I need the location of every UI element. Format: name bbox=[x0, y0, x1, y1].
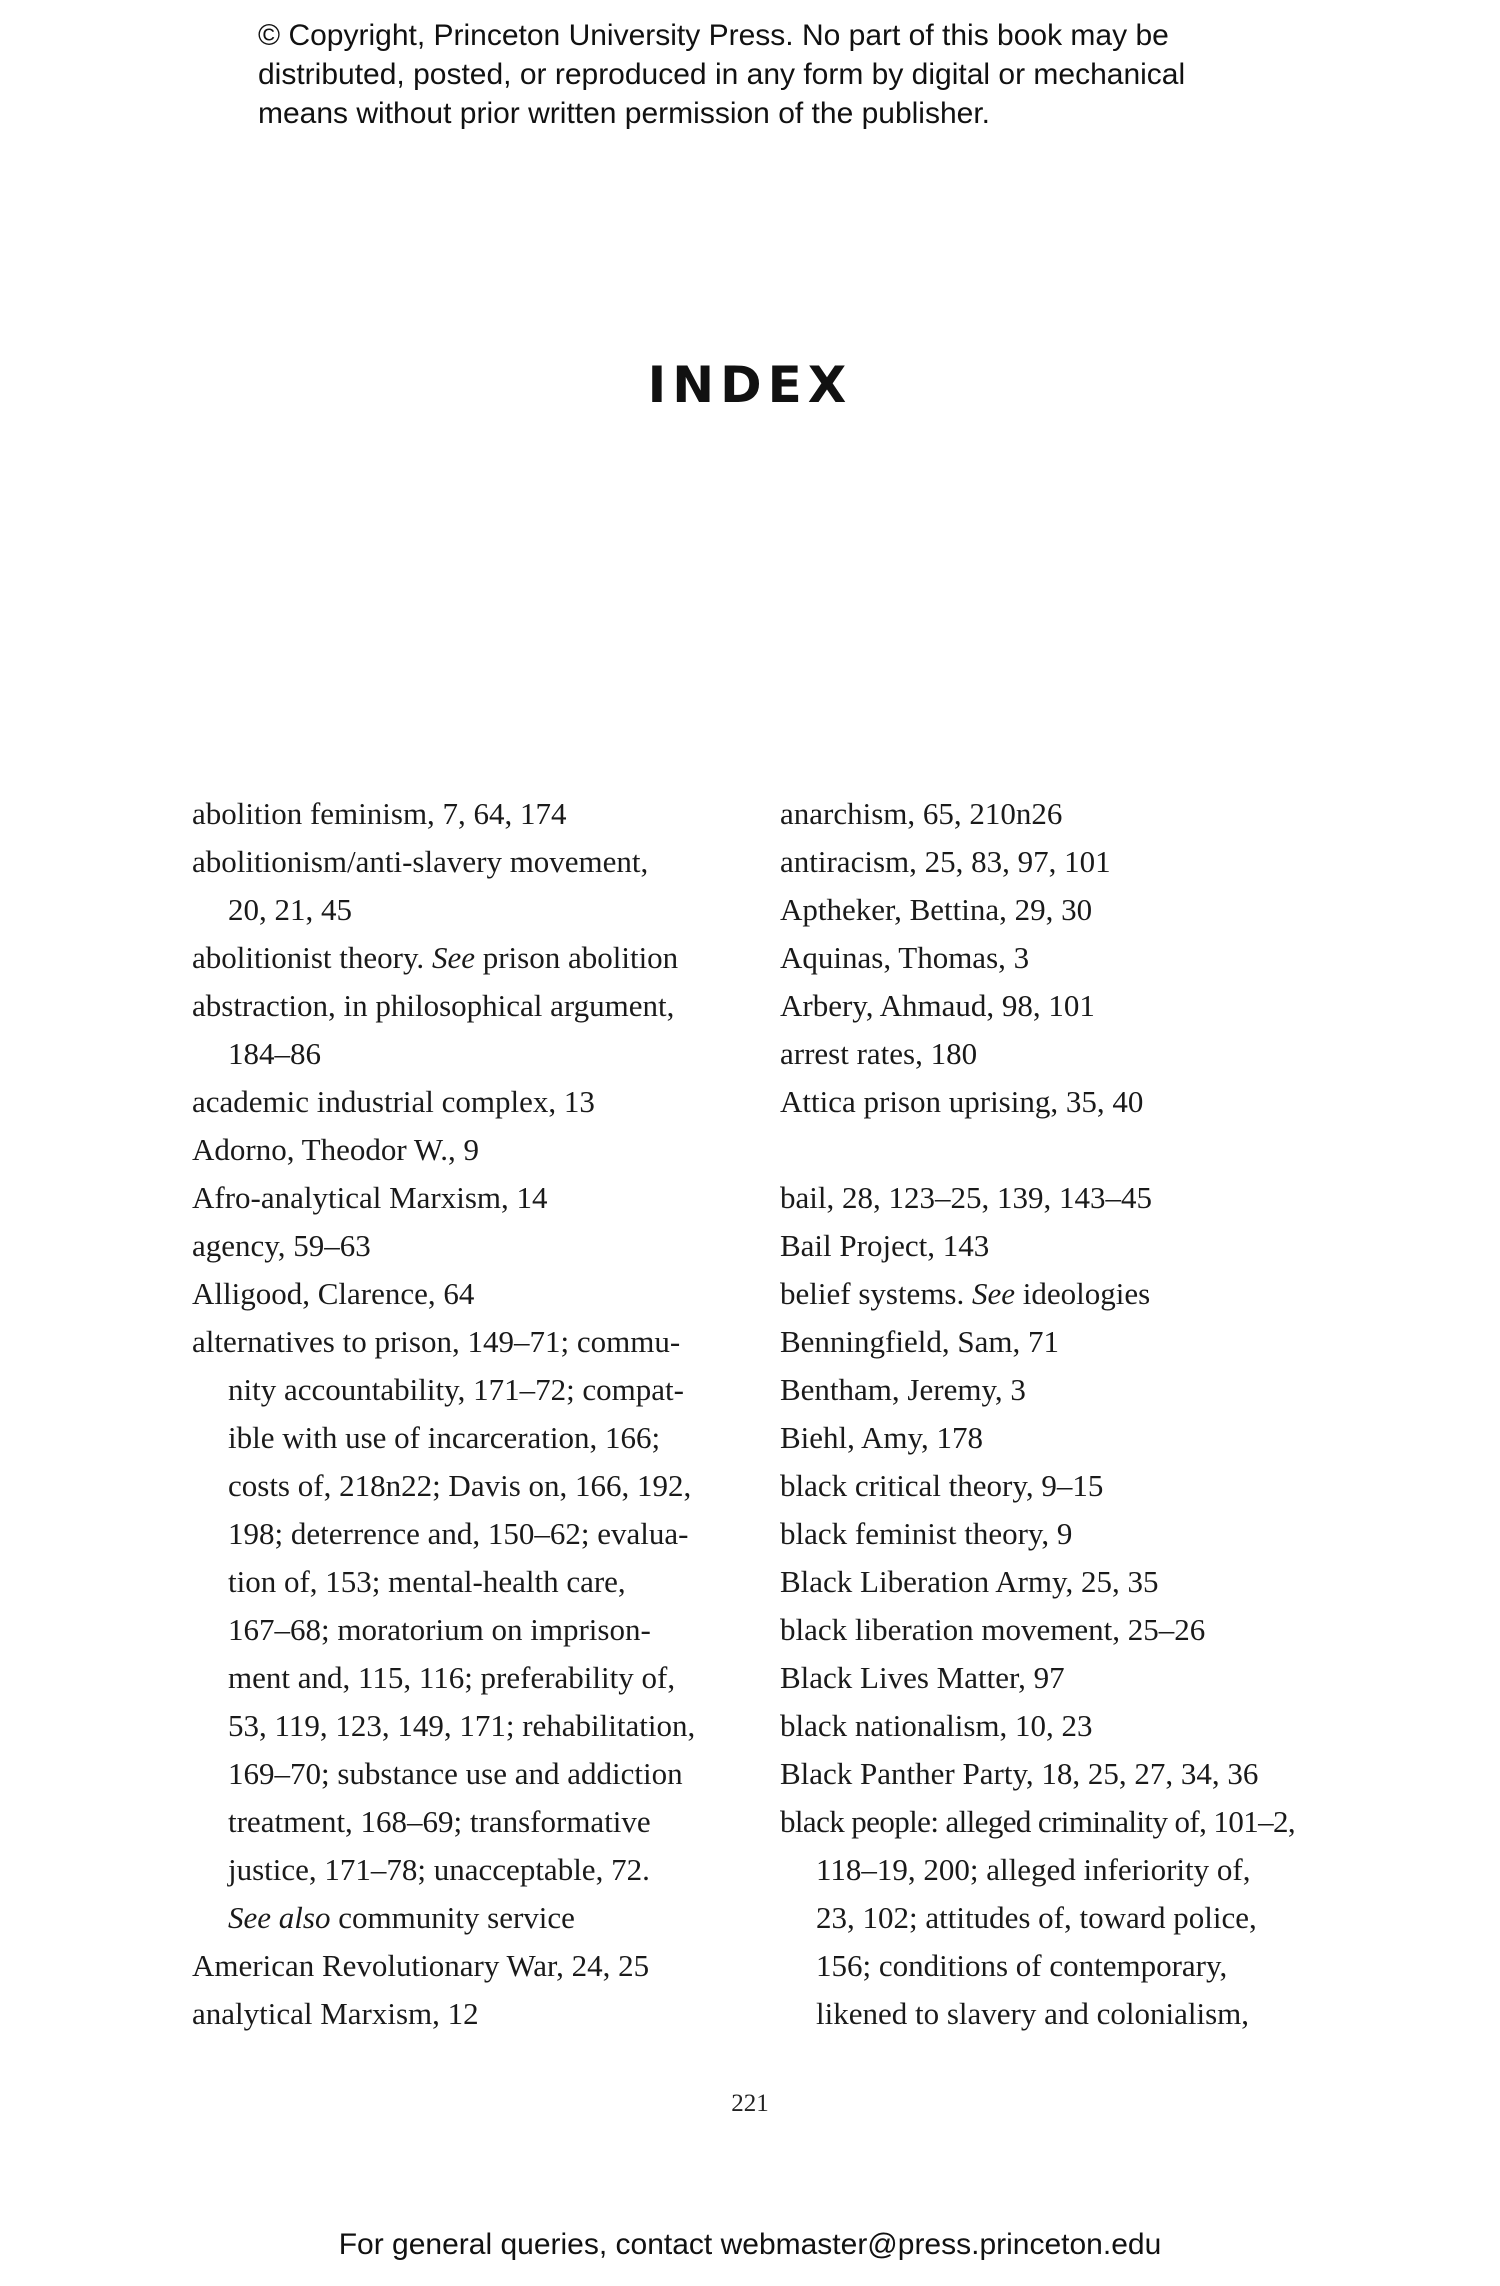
index-entry: Aptheker, Bettina, 29, 30 bbox=[780, 892, 1093, 927]
index-entry-continuation: justice, 171–78; unacceptable, 72. bbox=[228, 1852, 650, 1887]
index-entry-continuation: 169–70; substance use and addiction bbox=[228, 1756, 683, 1791]
index-entry: Afro-analytical Marxism, 14 bbox=[192, 1180, 548, 1215]
entry-text: belief systems. bbox=[780, 1276, 972, 1311]
index-entry: Arbery, Ahmaud, 98, 101 bbox=[780, 988, 1095, 1023]
index-entry-continuation: ible with use of incarceration, 166; bbox=[228, 1420, 661, 1455]
index-entry-continuation: nity accountability, 171–72; compat- bbox=[228, 1372, 684, 1407]
index-entry: Aquinas, Thomas, 3 bbox=[780, 940, 1030, 975]
index-entry-continuation: 184–86 bbox=[228, 1036, 321, 1071]
index-entry-continuation: likened to slavery and colonialism, bbox=[816, 1996, 1250, 2031]
entry-text: prison abolition bbox=[474, 940, 679, 975]
index-column-left bbox=[192, 790, 752, 2038]
entry-text: community service bbox=[330, 1900, 575, 1935]
footer-contact: For general queries, contact webmaster@press.princeton.edu bbox=[338, 2228, 1162, 2261]
entry-text: abolitionist theory. bbox=[192, 940, 432, 975]
index-entry bbox=[192, 934, 752, 982]
index-entry: Biehl, Amy, 178 bbox=[780, 1420, 983, 1455]
copyright-line: © Copyright, Princeton University Press. No part of this book may be bbox=[258, 19, 1169, 52]
index-entry-continuation: 167–68; moratorium on imprison- bbox=[228, 1612, 651, 1647]
index-entry-continuation: tion of, 153; mental-health care, bbox=[228, 1564, 626, 1599]
index-entry: Black Liberation Army, 25, 35 bbox=[780, 1564, 1159, 1599]
index-entry: American Revolutionary War, 24, 25 bbox=[192, 1948, 650, 1983]
index-column-right bbox=[780, 790, 1340, 2038]
index-entry-continuation: 118–19, 200; alleged inferiority of, bbox=[816, 1852, 1251, 1887]
index-entry-continuation: treatment, 168–69; transformative bbox=[228, 1804, 651, 1839]
see-also-reference: See also bbox=[228, 1900, 331, 1935]
copyright-line: means without prior written permission of the publisher. bbox=[258, 97, 991, 130]
index-entry: anarchism, 65, 210n26 bbox=[780, 796, 1063, 831]
page-number: 221 bbox=[731, 2090, 769, 2117]
see-reference: See bbox=[431, 940, 475, 975]
index-entry: Attica prison uprising, 35, 40 bbox=[780, 1084, 1144, 1119]
copyright-line: distributed, posted, or reproduced in any form by digital or mechanical bbox=[258, 58, 1186, 91]
index-entry: bail, 28, 123–25, 139, 143–45 bbox=[780, 1180, 1152, 1215]
index-entry: Bail Project, 143 bbox=[780, 1228, 990, 1263]
index-entry: arrest rates, 180 bbox=[780, 1036, 978, 1071]
index-entry: Bentham, Jeremy, 3 bbox=[780, 1372, 1026, 1407]
index-entry: Benningfield, Sam, 71 bbox=[780, 1324, 1059, 1359]
index-entry: black people: alleged criminality of, 101–2, bbox=[780, 1804, 1296, 1839]
index-entry: abolition feminism, 7, 64, 174 bbox=[192, 796, 567, 831]
index-entry-continuation: ment and, 115, 116; preferability of, bbox=[228, 1660, 676, 1695]
index-entry: abstraction, in philosophical argument, bbox=[192, 988, 675, 1023]
see-reference: See bbox=[972, 1276, 1016, 1311]
index-entry-continuation: 198; deterrence and, 150–62; evalua- bbox=[228, 1516, 689, 1551]
index-entry: black critical theory, 9–15 bbox=[780, 1468, 1104, 1503]
index-entry: analytical Marxism, 12 bbox=[192, 1996, 479, 2031]
index-entry: abolitionism/anti-slavery movement, bbox=[192, 844, 649, 879]
index-entry: agency, 59–63 bbox=[192, 1228, 371, 1263]
index-entry: Alligood, Clarence, 64 bbox=[192, 1276, 475, 1311]
index-entry: Black Lives Matter, 97 bbox=[780, 1660, 1065, 1695]
index-entry: antiracism, 25, 83, 97, 101 bbox=[780, 844, 1111, 879]
copyright-notice bbox=[258, 16, 1358, 133]
index-entry-continuation: 156; conditions of contemporary, bbox=[816, 1948, 1228, 1983]
letter-group-gap bbox=[780, 1126, 1340, 1174]
index-entry-continuation: costs of, 218n22; Davis on, 166, 192, bbox=[228, 1468, 692, 1503]
page-title: INDEX bbox=[647, 356, 853, 414]
index-entry bbox=[780, 1270, 1340, 1318]
index-entry: black feminist theory, 9 bbox=[780, 1516, 1073, 1551]
index-entry: academic industrial complex, 13 bbox=[192, 1084, 595, 1119]
entry-text: ideologies bbox=[1015, 1276, 1151, 1311]
index-entry-continuation: 20, 21, 45 bbox=[228, 892, 352, 927]
index-entry: alternatives to prison, 149–71; commu- bbox=[192, 1324, 681, 1359]
index-entry: black nationalism, 10, 23 bbox=[780, 1708, 1093, 1743]
index-entry-continuation: 23, 102; attitudes of, toward police, bbox=[816, 1900, 1257, 1935]
index-entry-continuation: 53, 119, 123, 149, 171; rehabilitation, bbox=[228, 1708, 696, 1743]
index-entry: black liberation movement, 25–26 bbox=[780, 1612, 1206, 1647]
index-entry: Adorno, Theodor W., 9 bbox=[192, 1132, 480, 1167]
index-entry: Black Panther Party, 18, 25, 27, 34, 36 bbox=[780, 1756, 1259, 1791]
index-entry-continuation bbox=[192, 1894, 752, 1942]
